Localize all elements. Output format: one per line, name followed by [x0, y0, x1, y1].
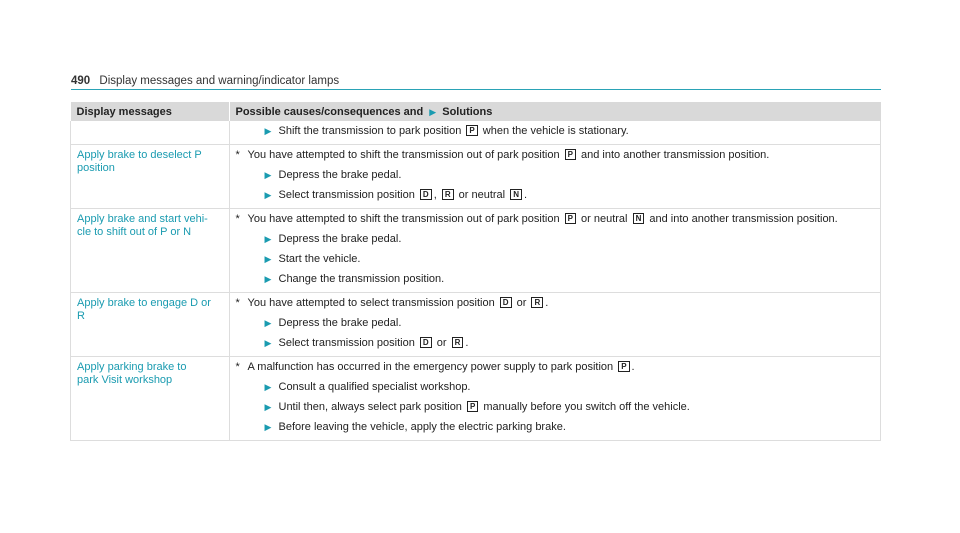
column-header-causes-label: Possible causes/consequences and — [235, 105, 424, 118]
gear-key-p-icon: P — [467, 401, 478, 412]
page-header — [71, 75, 339, 87]
arrow-right-icon: ▶ — [264, 338, 272, 348]
display-message-cell: Apply brake to deselect P position — [71, 145, 230, 209]
solution-step: ▶ Depress the brake pedal. — [264, 317, 402, 329]
gear-key-r-icon: R — [531, 297, 543, 308]
display-message-line: park Visit workshop — [77, 374, 173, 386]
table-row — [71, 357, 881, 441]
causes-solutions-cell — [229, 209, 881, 293]
gear-key-p-icon: P — [466, 125, 477, 136]
gear-key-d-icon: D — [500, 297, 512, 308]
display-message-line: R — [77, 310, 85, 322]
table-body — [71, 121, 881, 441]
page-number: 490 — [71, 75, 91, 87]
header-rule — [71, 89, 881, 90]
arrow-right-icon: ▶ — [264, 318, 272, 328]
causes-solutions-cell — [229, 145, 881, 209]
solution-step: ▶ Change the transmission position. — [264, 273, 445, 285]
gear-key-p-icon: P — [565, 149, 576, 160]
column-header-solutions-label: Solutions — [442, 105, 493, 118]
table-row — [71, 145, 881, 209]
display-message-cell — [71, 209, 230, 293]
display-message-line: Apply parking brake to — [77, 361, 187, 373]
cause-text: * You have attempted to shift the transmission out of park position P or neutral N and into another transmission position. — [235, 213, 838, 225]
cause-text: * You have attempted to select transmission position D or R . — [235, 297, 549, 309]
solution-step: ▶ Until then, always select park position P manually before you switch off the vehicle. — [264, 401, 690, 413]
arrow-right-icon: ▶ — [264, 126, 272, 136]
arrow-right-icon: ▶ — [264, 422, 272, 432]
causes-solutions-cell — [229, 293, 881, 357]
table-row — [71, 121, 881, 145]
display-message-cell — [71, 293, 230, 357]
page-title: Display messages and warning/indicator lamps — [99, 75, 340, 87]
table-header-row — [71, 102, 881, 121]
solution-step: ▶ Shift the transmission to park position P when the vehicle is stationary. — [264, 125, 629, 137]
gear-key-n-icon: N — [510, 189, 522, 200]
solution-step: ▶ Depress the brake pedal. — [264, 169, 402, 181]
gear-key-d-icon: D — [420, 189, 432, 200]
arrow-right-icon: ▶ — [264, 170, 272, 180]
solution-step: ▶ Select transmission position D , R or neutral N . — [264, 189, 528, 201]
solution-step: ▶ Select transmission position D or R . — [264, 337, 469, 349]
gear-key-p-icon: P — [618, 361, 629, 372]
asterisk-icon: * — [235, 213, 240, 225]
causes-solutions-cell — [229, 357, 881, 441]
gear-key-p-icon: P — [565, 213, 576, 224]
display-message-cell — [71, 121, 230, 145]
arrow-right-icon: ▶ — [264, 402, 272, 412]
cause-text: * You have attempted to shift the transmission out of park position P and into another transmission position. — [235, 149, 770, 161]
arrow-right-icon: ▶ — [264, 382, 272, 392]
table-row — [71, 293, 881, 357]
display-message-line: Apply brake to engage D or — [77, 297, 211, 309]
cause-text: * A malfunction has occurred in the emergency power supply to park position P . — [235, 361, 635, 373]
solution-step: ▶ Depress the brake pedal. — [264, 233, 402, 245]
arrow-right-icon: ▶ — [264, 254, 272, 264]
solution-step: ▶ Start the vehicle. — [264, 253, 361, 265]
asterisk-icon: * — [235, 361, 240, 373]
asterisk-icon: * — [235, 297, 240, 309]
solution-step: ▶ Before leaving the vehicle, apply the electric parking brake. — [264, 421, 566, 433]
column-header-causes-solutions — [229, 102, 881, 121]
display-message-line: cle to shift out of P or N — [77, 226, 192, 238]
display-message-line: Apply brake and start vehi- — [77, 213, 208, 225]
gear-key-r-icon: R — [452, 337, 464, 348]
asterisk-icon: * — [235, 149, 240, 161]
arrow-right-icon: ▶ — [264, 190, 272, 200]
gear-key-d-icon: D — [420, 337, 432, 348]
display-messages-table — [70, 102, 881, 441]
table-row — [71, 209, 881, 293]
display-message-cell — [71, 357, 230, 441]
solution-step: ▶ Consult a qualified specialist workshop. — [264, 381, 471, 393]
arrow-right-icon: ▶ — [264, 274, 272, 284]
arrow-right-icon: ▶ — [429, 106, 437, 117]
causes-solutions-cell — [229, 121, 881, 145]
gear-key-n-icon: N — [633, 213, 645, 224]
arrow-right-icon: ▶ — [264, 234, 272, 244]
column-header-display-messages: Display messages — [71, 102, 230, 121]
gear-key-r-icon: R — [442, 189, 454, 200]
